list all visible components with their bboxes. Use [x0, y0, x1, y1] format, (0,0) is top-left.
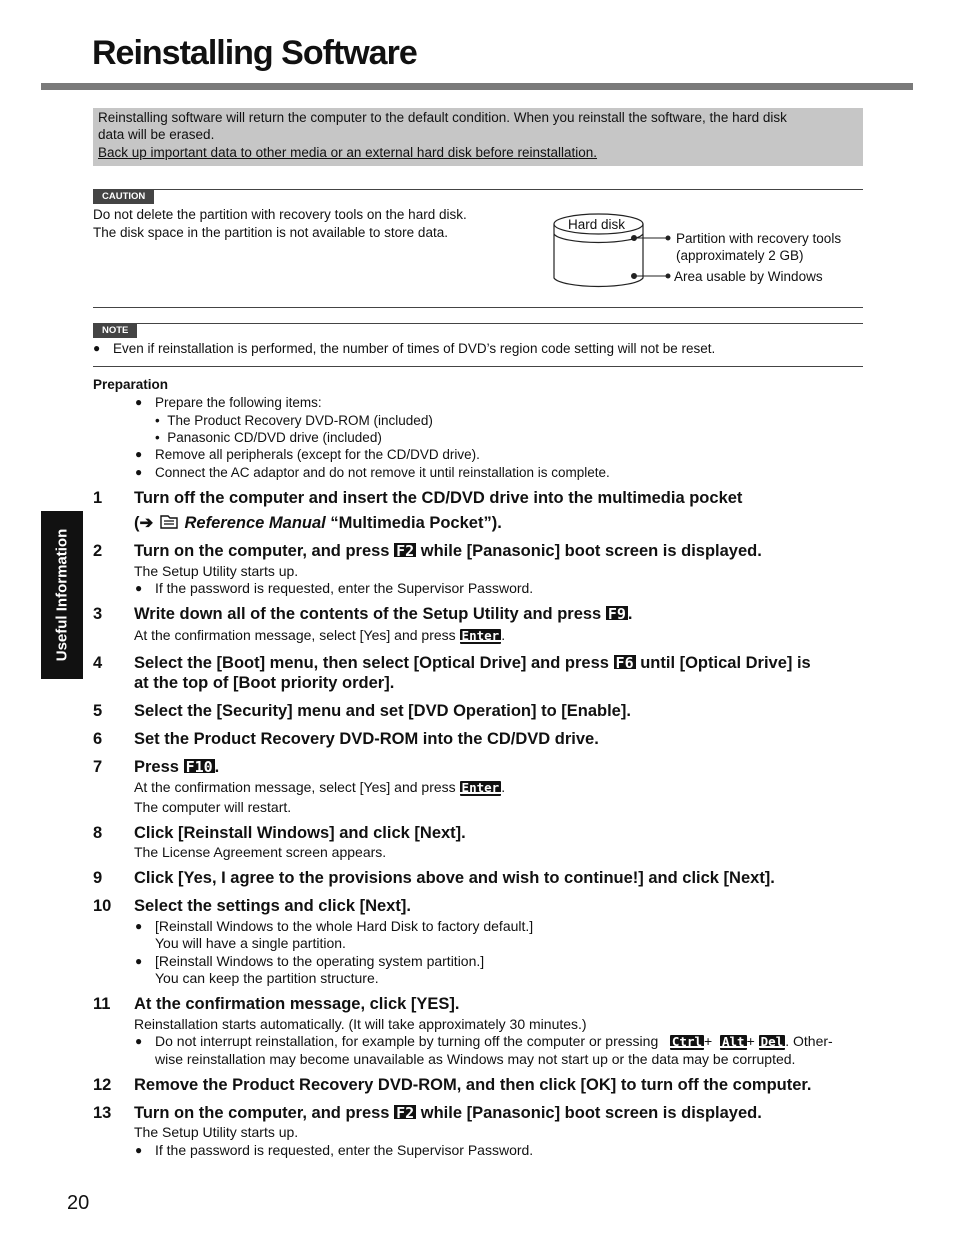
prep-subitem: • The Product Recovery DVD-ROM (included)	[155, 413, 433, 428]
f2-key: F2	[396, 542, 415, 560]
step-6-text: Set the Product Recovery DVD-ROM into the CD/DVD drive.	[134, 730, 599, 748]
f6-key: F6	[615, 654, 634, 672]
step-7-text	[134, 757, 219, 777]
step-text: until [Optical Drive] is	[640, 654, 811, 672]
section-sidebar	[41, 511, 83, 679]
step-4-line2: at the top of [Boot priority order].	[134, 674, 395, 692]
note-text: ● Even if reinstallation is performed, the number of times of DVD’s region code setting will not be reset.	[113, 340, 715, 357]
step-13-sub: The Setup Utility starts up.	[134, 1124, 299, 1140]
windows-area-label: Area usable by Windows	[674, 269, 823, 284]
step-4-text	[134, 653, 811, 673]
step-text: while [Panasonic] boot screen is displayed.	[420, 1104, 762, 1122]
prep-subitem-text: Panasonic CD/DVD drive (included)	[167, 430, 382, 445]
page-title: Reinstalling Software	[92, 34, 417, 72]
step-10-option-desc: You will have a single partition.	[155, 935, 346, 951]
step-number: 11	[93, 995, 111, 1013]
caution-text: Do not delete the partition with recovery tools on the hard disk.	[93, 207, 467, 222]
step-number: 1	[93, 489, 103, 507]
step-1-text: Turn off the computer and insert the CD/DVD drive into the multimedia pocket	[134, 489, 743, 507]
sidebar-label: Useful Information	[53, 528, 71, 662]
sub-text: At the confirmation message, select [Yes] and press	[134, 779, 456, 795]
plus: +	[704, 1033, 713, 1049]
step-text: Turn on the computer, and press	[134, 542, 390, 560]
caution-bottom-rule	[93, 307, 863, 308]
sub-text: .	[501, 779, 506, 795]
partition-label: Partition with recovery tools	[676, 231, 842, 246]
step-number: 4	[93, 654, 103, 672]
step-2-bullet: ● If the password is requested, enter the Supervisor Password.	[155, 580, 533, 597]
windows-dot-end	[666, 274, 671, 279]
warning-line: Reinstalling software will return the computer to the default condition. When you reinstall the software, the hard disk	[98, 110, 787, 125]
step-number: 12	[93, 1076, 112, 1094]
alt-key: Alt	[721, 1034, 745, 1049]
prep-subitem: • Panasonic CD/DVD drive (included)	[155, 430, 382, 445]
caution-text: The disk space in the partition is not available to store data.	[93, 225, 448, 240]
step-number: 7	[93, 758, 103, 776]
step-10-option: ● [Reinstall Windows to the operating system partition.]	[155, 953, 484, 970]
caution-rule	[93, 189, 863, 190]
step-text: Select the [Boot] menu, then select [Optical Drive] and press	[134, 654, 609, 672]
bullet-text: Do not interrupt reinstallation, for example by turning off the computer or pressing	[155, 1033, 659, 1049]
note-bottom-rule	[93, 366, 863, 367]
step-10-text: Select the settings and click [Next].	[134, 897, 411, 915]
warning-backup: Back up important data to other media or an external hard disk before reinstallation.	[98, 145, 598, 160]
arrow-icon: ➔	[139, 514, 154, 532]
f9-key: F9	[607, 605, 626, 623]
step-7-sub2: The computer will restart.	[134, 799, 292, 815]
warning-box	[93, 108, 863, 166]
bullet-text: . Other-	[785, 1033, 833, 1049]
step-11-text: At the confirmation message, click [YES].	[134, 995, 460, 1013]
step-1-ref	[134, 513, 502, 533]
step-number: 13	[93, 1104, 112, 1122]
enter-key: Enter	[461, 780, 500, 795]
step-3-sub	[134, 627, 505, 644]
ctrl-key: Ctrl	[671, 1034, 703, 1049]
step-text: .	[214, 758, 220, 776]
step-5-text: Select the [Security] menu and set [DVD Operation] to [Enable].	[134, 702, 631, 720]
step-10-option-desc: You can keep the partition structure.	[155, 970, 379, 986]
manual-icon	[158, 513, 180, 531]
del-key: Del	[760, 1034, 784, 1049]
step-number: 9	[93, 869, 103, 887]
page-number: 20	[67, 1192, 90, 1214]
step-12-text: Remove the Product Recovery DVD-ROM, and then click [OK] to turn off the computer.	[134, 1076, 812, 1094]
step-number: 6	[93, 730, 103, 748]
reference-title: “Multimedia Pocket”).	[330, 514, 502, 532]
step-text: Write down all of the contents of the Setup Utility and press	[134, 605, 602, 623]
step-10-option: ● [Reinstall Windows to the whole Hard Disk to factory default.]	[155, 918, 533, 935]
step-number: 8	[93, 824, 103, 842]
note-rule	[93, 323, 863, 324]
step-11-bullet	[155, 1033, 833, 1050]
step-text: Press	[134, 758, 179, 776]
f10-key: F10	[185, 758, 213, 776]
sub-text: At the confirmation message, select [Yes] and press	[134, 627, 456, 643]
step-11-bullet-line2: wise reinstallation may become unavailable as Windows may not start up or the data may be corrupted.	[155, 1051, 796, 1067]
step-7-sub	[134, 779, 505, 796]
caution-label: CAUTION	[93, 190, 154, 204]
title-rule	[41, 83, 913, 90]
step-3-text	[134, 604, 632, 624]
prep-item: ● Remove all peripherals (except for the CD/DVD drive).	[155, 446, 480, 463]
step-13-bullet: ● If the password is requested, enter the Supervisor Password.	[155, 1142, 533, 1159]
step-2-sub: The Setup Utility starts up.	[134, 563, 299, 579]
reference-manual: Reference Manual	[184, 514, 326, 532]
paren: (	[134, 514, 140, 532]
step-number: 10	[93, 897, 112, 915]
warning-line: data will be erased.	[98, 127, 215, 142]
prep-subitem-text: The Product Recovery DVD-ROM (included)	[167, 413, 433, 428]
step-text: .	[627, 605, 633, 623]
step-number: 2	[93, 542, 103, 560]
prep-item: ● Connect the AC adaptor and do not remove it until reinstallation is complete.	[155, 464, 610, 481]
preparation-heading: Preparation	[93, 377, 169, 392]
partition-size-label: (approximately 2 GB)	[676, 248, 804, 263]
prep-item: ● Prepare the following items:	[155, 394, 322, 411]
sub-text: .	[501, 627, 506, 643]
f2-key: F2	[396, 1104, 415, 1122]
step-text: while [Panasonic] boot screen is displayed.	[420, 542, 762, 560]
disk-label: Hard disk	[568, 217, 626, 232]
step-8-sub: The License Agreement screen appears.	[134, 844, 387, 860]
note-label: NOTE	[93, 324, 137, 338]
step-13-text	[134, 1103, 762, 1123]
step-9-text: Click [Yes, I agree to the provisions above and wish to continue!] and click [Next].	[134, 869, 775, 887]
step-number: 5	[93, 702, 103, 720]
partition-dot-end	[666, 236, 671, 241]
step-11-sub: Reinstallation starts automatically. (It will take approximately 30 minutes.)	[134, 1016, 587, 1032]
plus: +	[746, 1033, 755, 1049]
step-8-text: Click [Reinstall Windows] and click [Next].	[134, 824, 466, 842]
enter-key: Enter	[461, 628, 500, 643]
step-text: Turn on the computer, and press	[134, 1104, 390, 1122]
step-2-text	[134, 541, 762, 561]
step-number: 3	[93, 605, 103, 623]
